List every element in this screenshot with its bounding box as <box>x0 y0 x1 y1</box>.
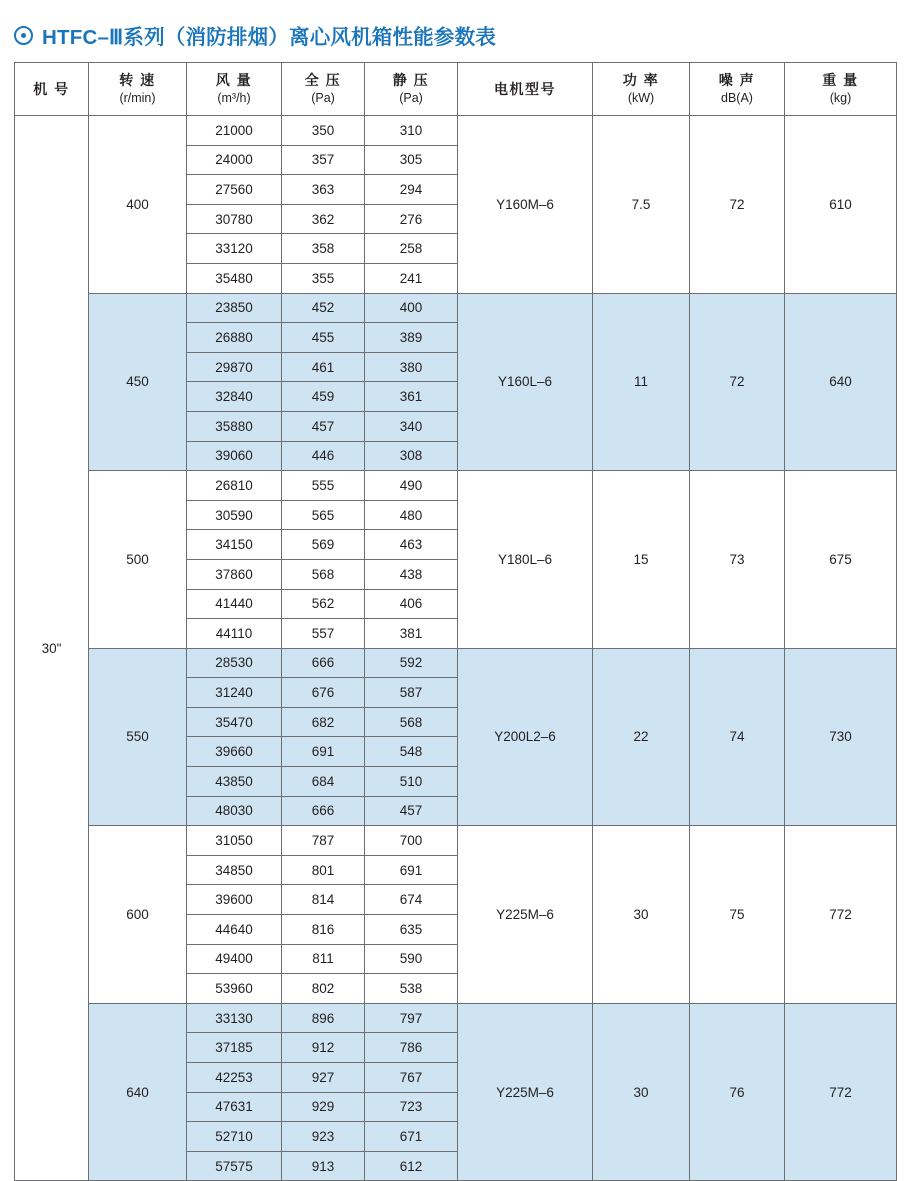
cell-static-pressure: 674 <box>365 885 458 915</box>
column-header-speed: 转 速 (r/min) <box>89 63 187 116</box>
cell-power: 7.5 <box>593 116 690 294</box>
cell-static-pressure: 438 <box>365 559 458 589</box>
cell-total-pressure: 684 <box>282 767 365 797</box>
cell-total-pressure: 811 <box>282 944 365 974</box>
cell-total-pressure: 565 <box>282 500 365 530</box>
cell-motor-model: Y160L–6 <box>458 293 593 471</box>
table-body <box>15 116 897 1181</box>
cell-static-pressure: 510 <box>365 767 458 797</box>
cell-total-pressure: 555 <box>282 471 365 501</box>
cell-static-pressure: 568 <box>365 707 458 737</box>
page-header <box>0 0 910 62</box>
cell-total-pressure: 557 <box>282 619 365 649</box>
cell-flow: 37185 <box>187 1033 282 1063</box>
cell-total-pressure: 896 <box>282 1003 365 1033</box>
table-header-row <box>15 63 897 116</box>
table-row <box>15 471 897 501</box>
cell-static-pressure: 389 <box>365 323 458 353</box>
cell-total-pressure: 457 <box>282 411 365 441</box>
cell-total-pressure: 461 <box>282 352 365 382</box>
cell-total-pressure: 357 <box>282 145 365 175</box>
cell-total-pressure: 912 <box>282 1033 365 1063</box>
cell-flow: 42253 <box>187 1063 282 1093</box>
cell-static-pressure: 548 <box>365 737 458 767</box>
cell-static-pressure: 294 <box>365 175 458 205</box>
cell-total-pressure: 666 <box>282 648 365 678</box>
cell-noise: 72 <box>690 116 785 294</box>
cell-power: 30 <box>593 1003 690 1181</box>
cell-static-pressure: 797 <box>365 1003 458 1033</box>
cell-total-pressure: 666 <box>282 796 365 826</box>
cell-total-pressure: 787 <box>282 826 365 856</box>
cell-flow: 37860 <box>187 559 282 589</box>
cell-motor-model: Y200L2–6 <box>458 648 593 826</box>
cell-flow: 29870 <box>187 352 282 382</box>
cell-flow: 52710 <box>187 1122 282 1152</box>
cell-flow: 26880 <box>187 323 282 353</box>
cell-power: 22 <box>593 648 690 826</box>
cell-static-pressure: 241 <box>365 263 458 293</box>
cell-static-pressure: 538 <box>365 974 458 1004</box>
table-row <box>15 648 897 678</box>
cell-flow: 34850 <box>187 855 282 885</box>
column-header-model: 机 号 <box>15 63 89 116</box>
cell-flow: 41440 <box>187 589 282 619</box>
cell-total-pressure: 358 <box>282 234 365 264</box>
cell-power: 30 <box>593 826 690 1004</box>
cell-flow: 49400 <box>187 944 282 974</box>
cell-static-pressure: 361 <box>365 382 458 412</box>
cell-static-pressure: 592 <box>365 648 458 678</box>
cell-flow: 33120 <box>187 234 282 264</box>
cell-flow: 35880 <box>187 411 282 441</box>
target-circle-icon <box>14 26 33 45</box>
column-header-weight: 重 量 (kg) <box>785 63 897 116</box>
cell-flow: 28530 <box>187 648 282 678</box>
fan-performance-table <box>14 62 897 1181</box>
cell-static-pressure: 480 <box>365 500 458 530</box>
cell-static-pressure: 700 <box>365 826 458 856</box>
cell-flow: 32840 <box>187 382 282 412</box>
cell-static-pressure: 380 <box>365 352 458 382</box>
cell-static-pressure: 463 <box>365 530 458 560</box>
table-row <box>15 293 897 323</box>
cell-motor-model: Y225M–6 <box>458 826 593 1004</box>
column-header-static-pressure: 静 压 (Pa) <box>365 63 458 116</box>
cell-power: 11 <box>593 293 690 471</box>
cell-static-pressure: 400 <box>365 293 458 323</box>
cell-total-pressure: 568 <box>282 559 365 589</box>
table-header <box>15 63 897 116</box>
column-header-flow: 风 量 (m³/h) <box>187 63 282 116</box>
cell-total-pressure: 455 <box>282 323 365 353</box>
cell-static-pressure: 767 <box>365 1063 458 1093</box>
cell-total-pressure: 913 <box>282 1151 365 1181</box>
cell-total-pressure: 814 <box>282 885 365 915</box>
cell-weight: 772 <box>785 826 897 1004</box>
cell-flow: 57575 <box>187 1151 282 1181</box>
cell-static-pressure: 305 <box>365 145 458 175</box>
cell-total-pressure: 691 <box>282 737 365 767</box>
cell-total-pressure: 569 <box>282 530 365 560</box>
cell-noise: 72 <box>690 293 785 471</box>
cell-total-pressure: 355 <box>282 263 365 293</box>
cell-static-pressure: 590 <box>365 944 458 974</box>
cell-motor-model: Y180L–6 <box>458 471 593 649</box>
table-row <box>15 116 897 146</box>
cell-weight: 730 <box>785 648 897 826</box>
cell-weight: 675 <box>785 471 897 649</box>
cell-static-pressure: 723 <box>365 1092 458 1122</box>
cell-flow: 39660 <box>187 737 282 767</box>
cell-total-pressure: 816 <box>282 915 365 945</box>
cell-speed: 500 <box>89 471 187 649</box>
cell-power: 15 <box>593 471 690 649</box>
cell-flow: 35470 <box>187 707 282 737</box>
cell-total-pressure: 682 <box>282 707 365 737</box>
cell-model: 30" <box>15 116 89 1181</box>
cell-flow: 53960 <box>187 974 282 1004</box>
cell-flow: 26810 <box>187 471 282 501</box>
cell-total-pressure: 452 <box>282 293 365 323</box>
cell-total-pressure: 927 <box>282 1063 365 1093</box>
cell-static-pressure: 258 <box>365 234 458 264</box>
cell-static-pressure: 381 <box>365 619 458 649</box>
cell-static-pressure: 490 <box>365 471 458 501</box>
table-container <box>0 62 910 1181</box>
page-title: HTFC–Ⅲ系列（消防排烟）离心风机箱性能参数表 <box>42 26 496 49</box>
cell-flow: 44110 <box>187 619 282 649</box>
cell-noise: 74 <box>690 648 785 826</box>
cell-flow: 43850 <box>187 767 282 797</box>
cell-flow: 23850 <box>187 293 282 323</box>
cell-total-pressure: 802 <box>282 974 365 1004</box>
table-row <box>15 826 897 856</box>
column-header-noise: 噪 声 dB(A) <box>690 63 785 116</box>
cell-motor-model: Y160M–6 <box>458 116 593 294</box>
cell-speed: 400 <box>89 116 187 294</box>
cell-speed: 600 <box>89 826 187 1004</box>
cell-static-pressure: 691 <box>365 855 458 885</box>
cell-flow: 27560 <box>187 175 282 205</box>
cell-total-pressure: 362 <box>282 204 365 234</box>
cell-flow: 31050 <box>187 826 282 856</box>
cell-flow: 34150 <box>187 530 282 560</box>
column-header-power: 功 率 (kW) <box>593 63 690 116</box>
cell-total-pressure: 923 <box>282 1122 365 1152</box>
cell-static-pressure: 457 <box>365 796 458 826</box>
cell-static-pressure: 635 <box>365 915 458 945</box>
cell-flow: 24000 <box>187 145 282 175</box>
cell-flow: 48030 <box>187 796 282 826</box>
cell-noise: 73 <box>690 471 785 649</box>
cell-total-pressure: 350 <box>282 116 365 146</box>
cell-total-pressure: 676 <box>282 678 365 708</box>
cell-speed: 450 <box>89 293 187 471</box>
cell-speed: 550 <box>89 648 187 826</box>
cell-static-pressure: 786 <box>365 1033 458 1063</box>
cell-flow: 31240 <box>187 678 282 708</box>
cell-flow: 47631 <box>187 1092 282 1122</box>
cell-weight: 640 <box>785 293 897 471</box>
cell-flow: 39060 <box>187 441 282 471</box>
cell-speed: 640 <box>89 1003 187 1181</box>
cell-flow: 30780 <box>187 204 282 234</box>
cell-static-pressure: 308 <box>365 441 458 471</box>
cell-static-pressure: 276 <box>365 204 458 234</box>
cell-static-pressure: 340 <box>365 411 458 441</box>
cell-static-pressure: 612 <box>365 1151 458 1181</box>
cell-motor-model: Y225M–6 <box>458 1003 593 1181</box>
cell-static-pressure: 406 <box>365 589 458 619</box>
column-header-motor-model: 电机型号 <box>458 63 593 116</box>
cell-static-pressure: 587 <box>365 678 458 708</box>
cell-total-pressure: 446 <box>282 441 365 471</box>
column-header-total-pressure: 全 压 (Pa) <box>282 63 365 116</box>
cell-flow: 30590 <box>187 500 282 530</box>
cell-static-pressure: 310 <box>365 116 458 146</box>
cell-flow: 39600 <box>187 885 282 915</box>
cell-flow: 33130 <box>187 1003 282 1033</box>
cell-flow: 44640 <box>187 915 282 945</box>
cell-total-pressure: 562 <box>282 589 365 619</box>
cell-total-pressure: 363 <box>282 175 365 205</box>
cell-static-pressure: 671 <box>365 1122 458 1152</box>
table-row <box>15 1003 897 1033</box>
cell-noise: 76 <box>690 1003 785 1181</box>
cell-flow: 21000 <box>187 116 282 146</box>
cell-total-pressure: 459 <box>282 382 365 412</box>
cell-total-pressure: 801 <box>282 855 365 885</box>
cell-flow: 35480 <box>187 263 282 293</box>
cell-weight: 772 <box>785 1003 897 1181</box>
cell-noise: 75 <box>690 826 785 1004</box>
cell-total-pressure: 929 <box>282 1092 365 1122</box>
cell-weight: 610 <box>785 116 897 294</box>
